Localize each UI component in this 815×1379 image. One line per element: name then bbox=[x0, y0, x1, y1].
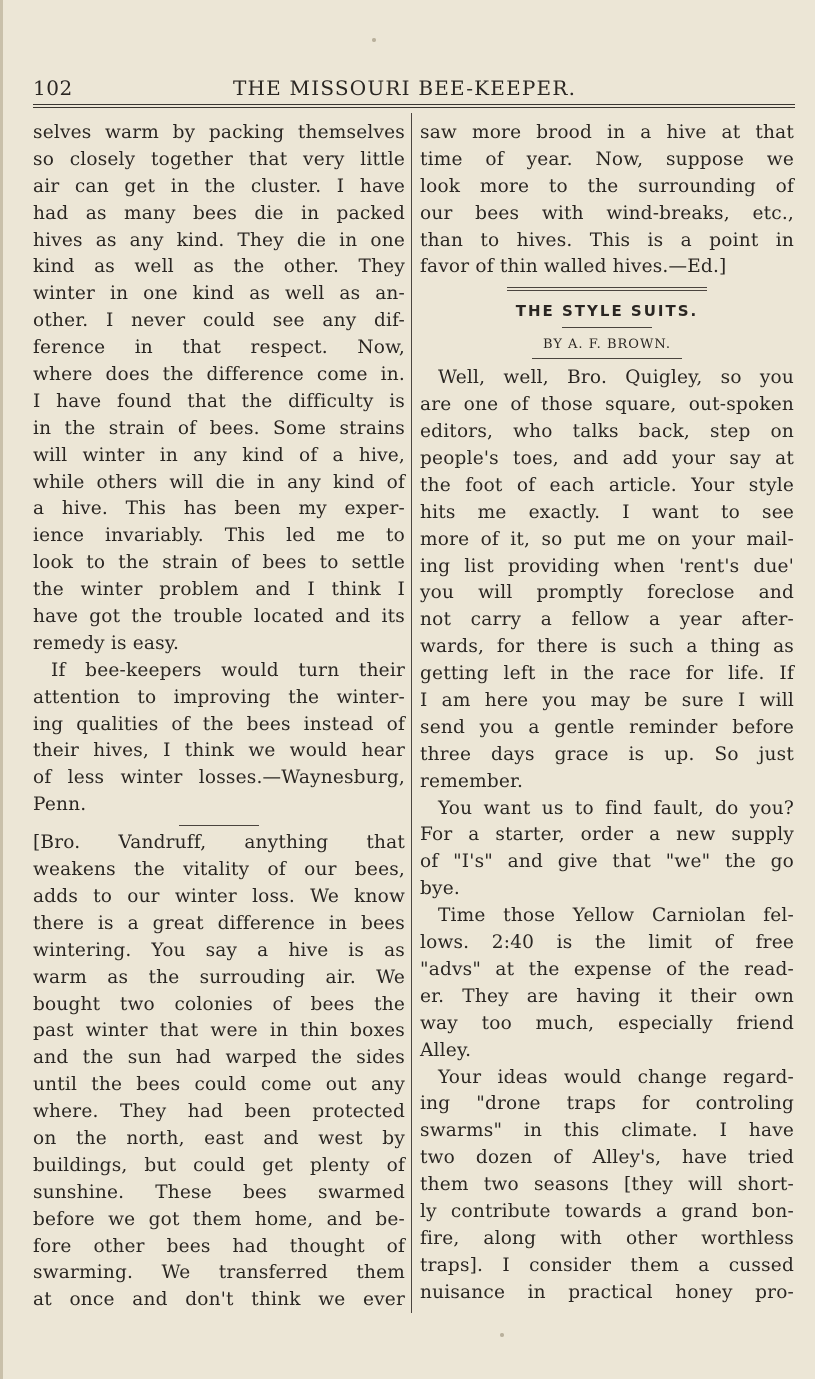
text-line: than to hives. This is a point in bbox=[420, 229, 794, 251]
text-line: while others will die in any kind of bbox=[33, 471, 405, 493]
page-header bbox=[33, 76, 795, 104]
text-line: time of year. Now, suppose we bbox=[420, 148, 794, 170]
text-line: swarms" in this climate. I have bbox=[420, 1120, 794, 1142]
paragraph-4 bbox=[420, 1065, 794, 1307]
text-line: look more to the surrounding of bbox=[420, 175, 794, 197]
text-line: For a starter, order a new supply bbox=[420, 824, 794, 846]
text-line: where does the difference come in. bbox=[33, 364, 405, 386]
text-line: editors, who talks back, step on bbox=[420, 421, 794, 443]
page-edge bbox=[0, 0, 3, 1379]
text-line: more of it, so put me on your mail- bbox=[420, 528, 794, 550]
text-line: saw more brood in a hive at that bbox=[420, 122, 794, 143]
text-line: at once and don't think we ever bbox=[33, 1289, 405, 1311]
text-line: people's toes, and add your say at bbox=[420, 448, 794, 470]
column-divider bbox=[411, 113, 412, 1313]
text-line: them two seasons [they will short- bbox=[420, 1174, 794, 1196]
text-line: way too much, especially friend bbox=[420, 1012, 794, 1034]
text-line: fire, along with other worthless bbox=[420, 1227, 794, 1249]
text-line: so closely together that very little bbox=[33, 148, 405, 170]
text-line: sunshine. These bees swarmed bbox=[33, 1181, 405, 1203]
section-rule bbox=[179, 825, 259, 826]
text-line: If bee-keepers would turn their bbox=[51, 659, 405, 681]
text-line: attention to improving the winter- bbox=[33, 686, 405, 708]
text-line: You want us to find fault, do you? bbox=[438, 797, 794, 819]
text-line: before we got them home, and be- bbox=[33, 1208, 405, 1230]
text-line: nuisance in practical honey pro- bbox=[420, 1281, 794, 1303]
text-line: our bees with wind-breaks, etc., bbox=[420, 202, 794, 224]
text-line: er. They are having it their own bbox=[420, 985, 794, 1007]
text-line: [Bro. Vandruff, anything that bbox=[33, 832, 405, 854]
text-line: air can get in the cluster. I have bbox=[33, 175, 405, 197]
header-rule bbox=[33, 104, 795, 108]
text-line: remember. bbox=[420, 770, 524, 792]
paper-speck bbox=[372, 38, 376, 42]
text-line: remedy is easy. bbox=[33, 632, 180, 654]
article-separator-rule bbox=[507, 287, 707, 291]
text-line: bye. bbox=[420, 878, 460, 900]
text-line: kind as well as the other. They bbox=[33, 256, 405, 278]
text-line: winter in one kind as well as an- bbox=[33, 283, 405, 305]
text-line: and the sun had warped the sides bbox=[33, 1047, 405, 1069]
text-line: buildings, but could get plenty of bbox=[33, 1154, 405, 1176]
text-line: send you a gentle reminder before bbox=[420, 716, 794, 738]
text-line: Time those Yellow Carniolan fel- bbox=[438, 905, 794, 927]
paragraph-2 bbox=[33, 658, 405, 819]
text-line: Your ideas would change regard- bbox=[438, 1066, 794, 1088]
text-line: three days grace is up. So just bbox=[420, 743, 794, 765]
text-line: have got the trouble located and its bbox=[33, 606, 405, 628]
text-line: hits me exactly. I want to see bbox=[420, 501, 794, 523]
text-line: their hives, I think we would hear bbox=[33, 740, 405, 762]
text-line: favor of thin walled hives.—Ed.] bbox=[420, 256, 727, 278]
text-line: had as many bees die in packed bbox=[33, 202, 405, 224]
article-title: THE STYLE SUITS. bbox=[515, 302, 699, 321]
text-line: past winter that were in thin boxes bbox=[33, 1020, 405, 1042]
text-line: a hive. This has been my exper- bbox=[33, 498, 405, 520]
running-title: THE MISSOURI BEE-KEEPER. bbox=[233, 76, 577, 100]
text-line: on the north, east and west by bbox=[33, 1127, 405, 1149]
paragraph-0 bbox=[420, 120, 794, 281]
text-line: two dozen of Alley's, have tried bbox=[420, 1147, 794, 1169]
left-column bbox=[33, 120, 405, 1314]
page-number: 102 bbox=[33, 76, 73, 100]
text-line: swarming. We transferred them bbox=[33, 1262, 405, 1284]
text-line: I am here you may be sure I will bbox=[420, 690, 794, 712]
text-line: of "I's" and give that "we" the go bbox=[420, 851, 794, 873]
byline: BY A. F. BROWN. bbox=[543, 337, 671, 353]
text-line: fore other bees had thought of bbox=[33, 1235, 405, 1257]
text-line: getting left in the race for life. If bbox=[420, 663, 794, 685]
text-line: Penn. bbox=[33, 794, 87, 816]
text-line: selves warm by packing themselves bbox=[33, 122, 405, 143]
text-line: ing "drone traps for controling bbox=[420, 1093, 794, 1115]
text-line: bought two colonies of bees the bbox=[33, 993, 405, 1015]
text-line: you will promptly foreclose and bbox=[420, 582, 794, 604]
text-line: not carry a fellow a year after- bbox=[420, 609, 794, 631]
text-line: in the strain of bees. Some strains bbox=[33, 417, 405, 439]
text-line: weakens the vitality of our bees, bbox=[33, 859, 405, 881]
text-line: "advs" at the expense of the read- bbox=[420, 958, 794, 980]
text-line: are one of those square, out-spoken bbox=[420, 394, 794, 416]
text-line: will winter in any kind of a hive, bbox=[33, 444, 405, 466]
paragraph-3 bbox=[420, 903, 794, 1064]
paragraph-3 bbox=[33, 830, 405, 1314]
text-line: traps]. I consider them a cussed bbox=[420, 1254, 794, 1276]
right-column bbox=[420, 120, 794, 1307]
text-line: adds to our winter loss. We know bbox=[33, 885, 405, 907]
text-line: Well, well, Bro. Quigley, so you bbox=[438, 367, 794, 389]
text-line: there is a great difference in bees bbox=[33, 912, 405, 934]
text-line: wintering. You say a hive is as bbox=[33, 939, 405, 961]
text-line: the foot of each article. Your style bbox=[420, 474, 794, 496]
text-line: Alley. bbox=[420, 1039, 472, 1061]
text-line: wards, for there is such a thing as bbox=[420, 636, 794, 658]
paragraph-1 bbox=[33, 120, 405, 658]
paper-speck bbox=[500, 1333, 504, 1337]
text-line: look to the strain of bees to settle bbox=[33, 552, 405, 574]
text-line: of less winter losses.—Waynesburg, bbox=[33, 767, 405, 789]
byline-rule bbox=[532, 358, 682, 359]
text-line: hives as any kind. They die in one bbox=[33, 229, 405, 251]
title-rule bbox=[562, 327, 652, 328]
text-line: ference in that respect. Now, bbox=[33, 337, 405, 359]
paragraph-1 bbox=[420, 365, 794, 795]
text-line: ing list providing when 'rent's due' bbox=[420, 555, 794, 577]
text-line: until the bees could come out any bbox=[33, 1074, 405, 1096]
text-line: warm as the surrouding air. We bbox=[33, 966, 405, 988]
text-line: ing qualities of the bees instead of bbox=[33, 713, 405, 735]
paragraph-2 bbox=[420, 796, 794, 904]
text-line: other. I never could see any dif- bbox=[33, 310, 405, 332]
text-line: I have found that the difficulty is bbox=[33, 390, 405, 412]
text-line: ly contribute towards a grand bon- bbox=[420, 1200, 794, 1222]
text-line: where. They had been protected bbox=[33, 1101, 405, 1123]
text-line: ience invariably. This led me to bbox=[33, 525, 405, 547]
text-line: lows. 2:40 is the limit of free bbox=[420, 932, 794, 954]
text-line: the winter problem and I think I bbox=[33, 579, 405, 601]
